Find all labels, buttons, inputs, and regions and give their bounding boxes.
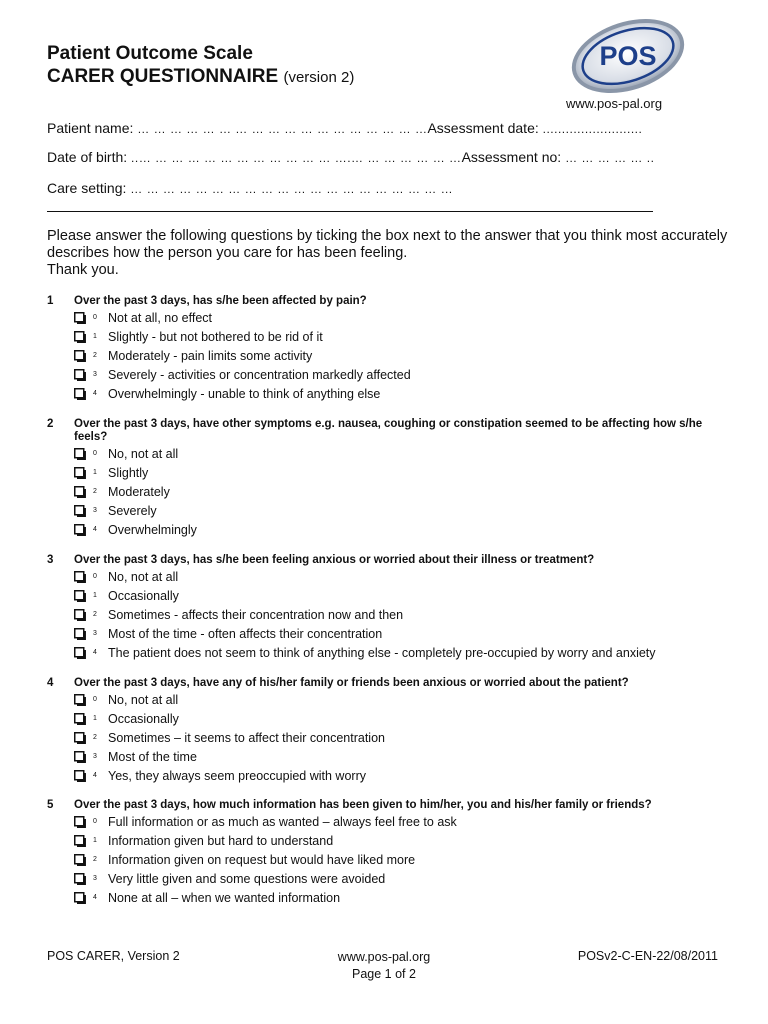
option-label: No, not at all — [108, 446, 179, 461]
care-setting-row — [47, 180, 453, 196]
option-label: Not at all, no effect — [108, 310, 212, 325]
care-setting-label: Care setting: — [47, 180, 127, 196]
option-label: Overwhelmingly - unable to think of anything else — [108, 386, 381, 401]
assessment-no-blank: … … … … … .. — [565, 151, 655, 165]
checkbox[interactable] — [74, 388, 86, 400]
answer-option[interactable] — [47, 482, 737, 501]
answer-option[interactable] — [47, 605, 737, 624]
assessment-date-blank: .......................... — [542, 122, 643, 136]
option-label: Occasionally — [108, 588, 179, 603]
option-score: 0 — [93, 450, 97, 457]
option-score: 2 — [93, 734, 97, 741]
option-label: Moderately — [108, 484, 170, 499]
question-5 — [47, 799, 737, 907]
option-score: 1 — [93, 715, 97, 722]
answer-option[interactable] — [47, 850, 737, 869]
option-score: 3 — [93, 875, 97, 882]
question-number: 5 — [47, 799, 54, 811]
answer-option[interactable] — [47, 444, 737, 463]
option-score: 1 — [93, 333, 97, 340]
option-score: 3 — [93, 753, 97, 760]
option-score: 2 — [93, 352, 97, 359]
option-score: 3 — [93, 371, 97, 378]
checkbox[interactable] — [74, 486, 86, 498]
checkbox[interactable] — [74, 505, 86, 517]
question-1 — [47, 295, 737, 403]
question-number: 2 — [47, 418, 54, 430]
checkbox[interactable] — [74, 835, 86, 847]
date-of-birth-row — [47, 149, 654, 165]
option-score: 2 — [93, 856, 97, 863]
option-label: Slightly - but not bothered to be rid of it — [108, 329, 323, 344]
checkbox[interactable] — [74, 571, 86, 583]
option-label: Severely - activities or concentration markedly affected — [108, 367, 411, 382]
option-score: 1 — [93, 592, 97, 599]
option-label: Slightly — [108, 465, 149, 480]
footer-left: POS CARER, Version 2 — [47, 949, 180, 963]
footer-url: www.pos-pal.org — [337, 950, 431, 964]
question-number: 1 — [47, 295, 54, 307]
checkbox[interactable] — [74, 331, 86, 343]
question-text: Over the past 3 days, has s/he been affected by pain? — [74, 295, 367, 307]
checkbox[interactable] — [74, 816, 86, 828]
checkbox[interactable] — [74, 751, 86, 763]
website-url: www.pos-pal.org — [566, 96, 663, 111]
option-label: Most of the time - often affects their concentration — [108, 626, 383, 641]
question-text: Over the past 3 days, how much information has been given to him/her, you and his/her family or friends? — [74, 799, 652, 811]
question-2 — [47, 418, 737, 539]
checkbox[interactable] — [74, 590, 86, 602]
answer-option[interactable] — [47, 728, 737, 747]
question-number: 4 — [47, 677, 54, 689]
question-number: 3 — [47, 554, 54, 566]
option-score: 3 — [93, 507, 97, 514]
checkbox[interactable] — [74, 694, 86, 706]
logo-text: POS — [599, 41, 657, 71]
version-label: (version 2) — [283, 69, 355, 86]
question-3 — [47, 554, 737, 662]
option-label: Full information or as much as wanted – always feel free to ask — [108, 814, 457, 829]
option-label: Overwhelmingly — [108, 522, 197, 537]
checkbox[interactable] — [74, 609, 86, 621]
checkbox[interactable] — [74, 448, 86, 460]
instructions — [47, 228, 737, 279]
instructions-text: Please answer the following questions by ticking the box next to the answer that you think most accurately describes how the person you care for has been feeling. — [47, 228, 728, 261]
option-score: 2 — [93, 488, 97, 495]
document-title: Patient Outcome Scale — [47, 43, 253, 64]
questionnaire-title-main: CARER QUESTIONNAIRE — [47, 66, 279, 87]
checkbox[interactable] — [74, 369, 86, 381]
option-label: Sometimes – it seems to affect their concentration — [108, 730, 385, 745]
divider — [47, 211, 653, 212]
option-label: Yes, they always seem preoccupied with worry — [108, 768, 366, 783]
option-score: 2 — [93, 611, 97, 618]
checkbox[interactable] — [74, 892, 86, 904]
answer-option[interactable] — [47, 501, 737, 520]
page-number: Page 1 of 2 — [352, 967, 416, 981]
option-label: Most of the time — [108, 749, 197, 764]
answer-option[interactable] — [47, 643, 737, 662]
checkbox[interactable] — [74, 524, 86, 536]
question-text: Over the past 3 days, has s/he been feeling anxious or worried about their illness or treatment? — [74, 554, 595, 566]
option-score: 4 — [93, 772, 97, 779]
answer-option[interactable] — [47, 327, 737, 346]
answer-option[interactable] — [47, 888, 737, 907]
checkbox[interactable] — [74, 350, 86, 362]
option-label: The patient does not seem to think of anything else - completely pre-occupied by worry and anxiety — [108, 645, 656, 660]
care-setting-blank: … … … … … … … … … … … … … … … … … … … … — [130, 182, 454, 196]
answer-option[interactable] — [47, 766, 737, 785]
option-label: No, not at all — [108, 569, 179, 584]
option-label: Occasionally — [108, 711, 179, 726]
option-score: 1 — [93, 837, 97, 844]
option-label: Information given on request but would have liked more — [108, 852, 416, 867]
question-4 — [47, 677, 737, 785]
answer-option[interactable] — [47, 308, 737, 327]
answer-option[interactable] — [47, 831, 737, 850]
assessment-no-label: Assessment no: — [461, 149, 562, 165]
date-of-birth-label: Date of birth: — [47, 149, 128, 165]
thank-you-text: Thank you. — [47, 262, 119, 278]
option-score: 4 — [93, 526, 97, 533]
option-score: 4 — [93, 649, 97, 656]
question-text: Over the past 3 days, have other symptoms e.g. nausea, coughing or constipation seemed to be affecting how s/he feels? — [74, 418, 703, 443]
answer-option[interactable] — [47, 520, 737, 539]
option-score: 0 — [93, 573, 97, 580]
option-label: No, not at all — [108, 692, 179, 707]
option-score: 0 — [93, 314, 97, 321]
checkbox[interactable] — [74, 467, 86, 479]
checkbox[interactable] — [74, 873, 86, 885]
option-label: Information given but hard to understand — [108, 833, 334, 848]
answer-option[interactable] — [47, 384, 737, 403]
answer-option[interactable] — [47, 365, 737, 384]
checkbox[interactable] — [74, 647, 86, 659]
patient-name-blank: … … … … … … … … … … … … … … … … … … — [137, 122, 428, 136]
option-score: 3 — [93, 630, 97, 637]
answer-option[interactable] — [47, 586, 737, 605]
option-score: 0 — [93, 818, 97, 825]
answer-option[interactable] — [47, 747, 737, 766]
checkbox[interactable] — [74, 713, 86, 725]
checkbox[interactable] — [74, 854, 86, 866]
footer-right: POSv2-C-EN-22/08/2011 — [577, 949, 718, 963]
answer-option[interactable] — [47, 709, 737, 728]
answer-option[interactable] — [47, 812, 737, 831]
answer-option[interactable] — [47, 690, 737, 709]
checkbox[interactable] — [74, 770, 86, 782]
option-label: Moderately - pain limits some activity — [108, 348, 313, 363]
question-text: Over the past 3 days, have any of his/her family or friends been anxious or worried about the patient? — [74, 677, 629, 689]
patient-name-row — [47, 120, 642, 136]
checkbox[interactable] — [74, 732, 86, 744]
date-of-birth-blank: ..… … … … … … … … … … … … ….… … … … … … … — [131, 151, 462, 165]
option-score: 4 — [93, 390, 97, 397]
option-score: 4 — [93, 894, 97, 901]
assessment-date-label: Assessment date: — [427, 120, 539, 136]
option-label: Severely — [108, 503, 157, 518]
questionnaire-title — [47, 66, 354, 88]
answer-option[interactable] — [47, 869, 737, 888]
answer-option[interactable] — [47, 567, 737, 586]
pos-logo — [566, 16, 690, 96]
answer-option[interactable] — [47, 463, 737, 482]
checkbox[interactable] — [74, 312, 86, 324]
option-score: 1 — [93, 469, 97, 476]
option-label: None at all – when we wanted information — [108, 890, 341, 905]
checkbox[interactable] — [74, 628, 86, 640]
option-score: 0 — [93, 696, 97, 703]
patient-name-label: Patient name: — [47, 120, 134, 136]
answer-option[interactable] — [47, 346, 737, 365]
answer-option[interactable] — [47, 624, 737, 643]
option-label: Sometimes - affects their concentration now and then — [108, 607, 404, 622]
option-label: Very little given and some questions were avoided — [108, 871, 386, 886]
